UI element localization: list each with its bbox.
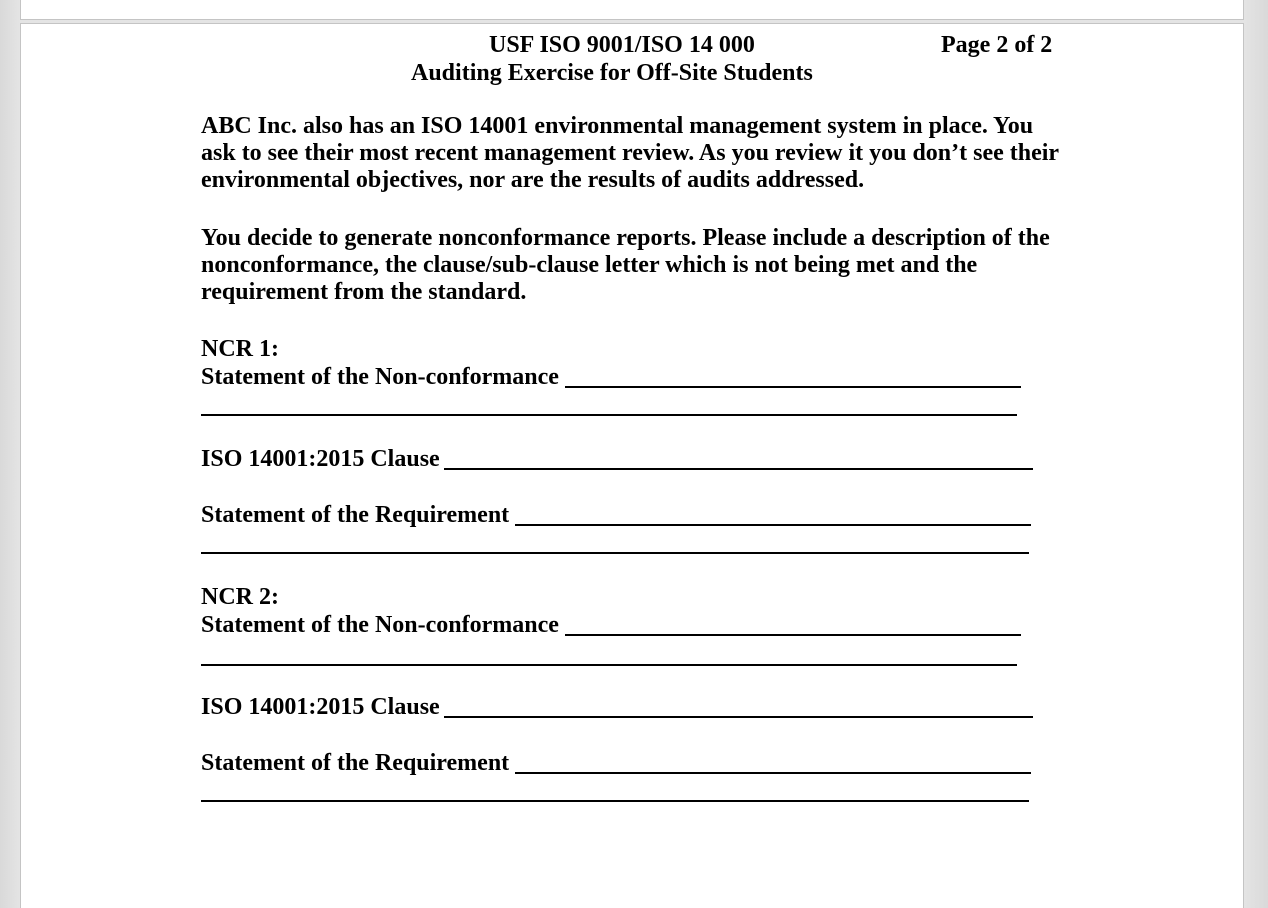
ncr-2-clause-blank[interactable] (444, 716, 1033, 718)
instructions-line: nonconformance, the clause/sub-clause letter which is not being met and the (201, 252, 978, 278)
ncr-1-requirement-blank[interactable] (515, 524, 1031, 526)
intro-paragraph (201, 113, 1081, 194)
instructions-line: requirement from the standard. (201, 279, 527, 305)
ncr-1-heading: NCR 1: (201, 336, 279, 362)
ncr-1-clause-label: ISO 14001:2015 Clause (201, 446, 440, 472)
ncr-2-nonconformance-blank-line-2[interactable] (201, 664, 1017, 666)
document-title: USF ISO 9001/ISO 14 000 (489, 32, 755, 58)
ncr-1-clause-blank[interactable] (444, 468, 1033, 470)
instructions-line: You decide to generate nonconformance reports. Please include a description of the (201, 225, 1050, 251)
ncr-1-nonconformance-blank[interactable] (565, 386, 1021, 388)
ncr-2-requirement-blank[interactable] (515, 772, 1031, 774)
page-indicator: Page 2 of 2 (941, 32, 1053, 58)
document-subtitle: Auditing Exercise for Off-Site Students (411, 60, 813, 86)
ncr-2-clause-label: ISO 14001:2015 Clause (201, 694, 440, 720)
intro-line: ABC Inc. also has an ISO 14001 environmental management system in place. You (201, 113, 1034, 139)
ncr-1-requirement-label: Statement of the Requirement (201, 502, 510, 528)
ncr-1-requirement-blank-line-2[interactable] (201, 552, 1029, 554)
document-page (20, 23, 1244, 908)
instructions-paragraph (201, 225, 1081, 306)
ncr-1-nonconformance-label: Statement of the Non-conformance (201, 364, 559, 390)
ncr-2-nonconformance-label: Statement of the Non-conformance (201, 612, 559, 638)
ncr-2-heading: NCR 2: (201, 584, 279, 610)
ncr-2-requirement-blank-line-2[interactable] (201, 800, 1029, 802)
intro-line: environmental objectives, nor are the results of audits addressed. (201, 167, 865, 193)
previous-page-edge (20, 0, 1244, 20)
ncr-2-requirement-label: Statement of the Requirement (201, 750, 510, 776)
intro-line: ask to see their most recent management review. As you review it you don’t see their (201, 140, 1060, 166)
ncr-2-nonconformance-blank[interactable] (565, 634, 1021, 636)
ncr-1-nonconformance-blank-line-2[interactable] (201, 414, 1017, 416)
